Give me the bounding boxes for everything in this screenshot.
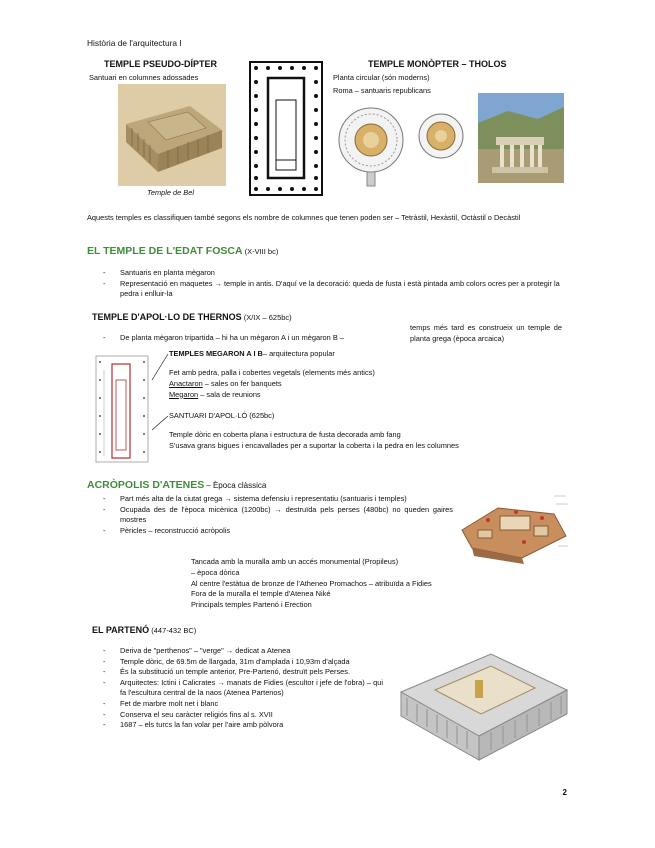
megaron-heading [169, 349, 335, 358]
list-item: - Deriva de "perthenos" – "verge" → dedicat a Atenea [103, 646, 383, 657]
megaron-line-1: Fet amb pedra, palla i cobertes vegetals (elements més antics) [169, 368, 375, 377]
megaron-subtitle: – arquitectura popular [262, 349, 335, 358]
monopter-title: TEMPLE MONÒPTER – THOLOS [368, 59, 507, 69]
list-item: - Part més alta de la ciutat grega → sistema defensiu i representatiu (santuaris i temples) [103, 494, 453, 505]
anactaron-term: Anactaron [169, 378, 203, 388]
edat-fosca-dates: (X-VIII bc) [244, 247, 279, 256]
acropolis-sub-5: Principals temples Partenó i Erection [191, 600, 312, 610]
tholos-photo-image [478, 93, 564, 183]
megaron-term: Megaron [169, 389, 199, 399]
pseudo-dipter-title: TEMPLE PSEUDO-DÍPTER [104, 59, 218, 69]
parteno-dates: (447-432 BC) [151, 626, 197, 635]
thernos-pointer-lines [150, 350, 170, 435]
acropolis-sub-1: Tancada amb la muralla amb un accés monumental (Propileus) [191, 557, 399, 566]
list-item: - Representació en maquetes → temple in antis. D'aquí ve la decoració: queda de fusta i està pintada amb colors ocres per a protegir la pedra i enlluir-la [103, 279, 571, 300]
thernos-heading [92, 312, 292, 322]
acropolis-sub-2: – època dòrica [191, 567, 240, 577]
temple-bel-caption: Temple de Bel [147, 188, 194, 197]
acropolis-subpoints [191, 557, 432, 611]
santuari-line-1: Temple dòric en coberta plana i estructura de fusta decorada amb fang [169, 430, 401, 439]
acropolis-subtitle: – Època clàssica [206, 481, 267, 490]
edat-fosca-heading [87, 245, 278, 257]
list-item: - Conserva el seu caràcter religiós fins al s. XVII [103, 710, 383, 721]
acropolis-list [103, 494, 453, 536]
acropolis-title: ACRÒPOLIS D'ATENES [87, 479, 205, 491]
tholos-plans-image [333, 100, 473, 188]
pseudo-dipter-subtitle: Santuari en columnes adossades [89, 73, 199, 82]
parteno-heading [92, 625, 196, 635]
acropolis-model-image [458, 486, 570, 566]
parteno-title: EL PARTENÓ [92, 625, 150, 635]
classification-paragraph: Aquests temples es classifiquen també segons els nombre de columnes que tenen poden ser – Tetràstil, Hexàstil, Octàstil o Decàstil [87, 213, 521, 222]
document-header: Història de l'arquitectura I [87, 38, 182, 48]
list-item: - Pèricles – reconstrucció acròpolis [103, 526, 453, 537]
megaron-desc: – sala de reunions [198, 389, 261, 399]
temple-floor-plan-image [248, 60, 324, 197]
parteno-list [103, 646, 383, 731]
acropolis-sub-3: Al centre l'estàtua de bronze de l'Atheneo Promachos – atribuïda a Fidies [191, 578, 432, 588]
list-item: - De planta mègaron tripartida – hi ha un mègaron A i un mègaron B – [103, 333, 408, 344]
list-item: - Temple dòric, de 69.5m de llargada, 31m d'amplada i 10,93m d'alçada [103, 657, 383, 668]
monopter-line2: Roma – santuaris republicans [333, 86, 431, 95]
megaron-details [169, 368, 375, 400]
thernos-dates: (X/IX – 625bc) [243, 313, 292, 322]
edat-fosca-list [103, 268, 571, 300]
edat-fosca-title: EL TEMPLE DE L'EDAT FOSCA [87, 245, 243, 257]
list-item: - Arquitectes: Ictini i Calicrates → manats de Fidies (escultor i jefe de l'obra) – qui fa l'escultura central de la naos (Atenea Partenos) [103, 678, 383, 699]
anactaron-desc: – sales on fer banquets [202, 378, 282, 388]
megaron-line-3 [169, 390, 375, 401]
thernos-title: TEMPLE D'APOL·LO DE THERNOS [92, 312, 242, 322]
megaron-title: TEMPLES MEGARON A I B [169, 349, 263, 358]
thernos-side-note: temps més tard es construeix un temple de planta grega (època arcaica) [410, 323, 562, 343]
santuari-title: SANTUARI D'APOL·LÓ (625bc) [169, 411, 275, 420]
list-item: - És la substitució un temple anterior, Pre-Partenó, destruït pels Perses. [103, 667, 383, 678]
monopter-line1: Planta circular (són moderns) [333, 73, 430, 82]
thernos-plan-image [90, 350, 158, 468]
list-item: - Santuaris en planta mègaron [103, 268, 571, 279]
page-number: 2 [562, 788, 567, 797]
list-item: - Fet de marbre molt net i blanc [103, 699, 383, 710]
santuari-line-2: S'usava grans bigues i encavallades per a suportar la coberta i la pedra en les columnes [169, 440, 459, 450]
list-item: - 1687 – els turcs la fan volar per l'aire amb pòlvora [103, 720, 383, 731]
acropolis-sub-4: Fora de la muralla el temple d'Atenea Niké [191, 589, 331, 599]
santuari-details [169, 430, 459, 452]
thernos-list [103, 333, 408, 344]
acropolis-heading [87, 479, 266, 491]
temple-bel-image [118, 84, 226, 186]
megaron-line-2 [169, 379, 375, 390]
parthenon-model-image [395, 636, 573, 770]
list-item: - Ocupada des de l'època micènica (1200bc) → destruïda pels perses (480bc) no queden gaires mostres [103, 505, 453, 526]
